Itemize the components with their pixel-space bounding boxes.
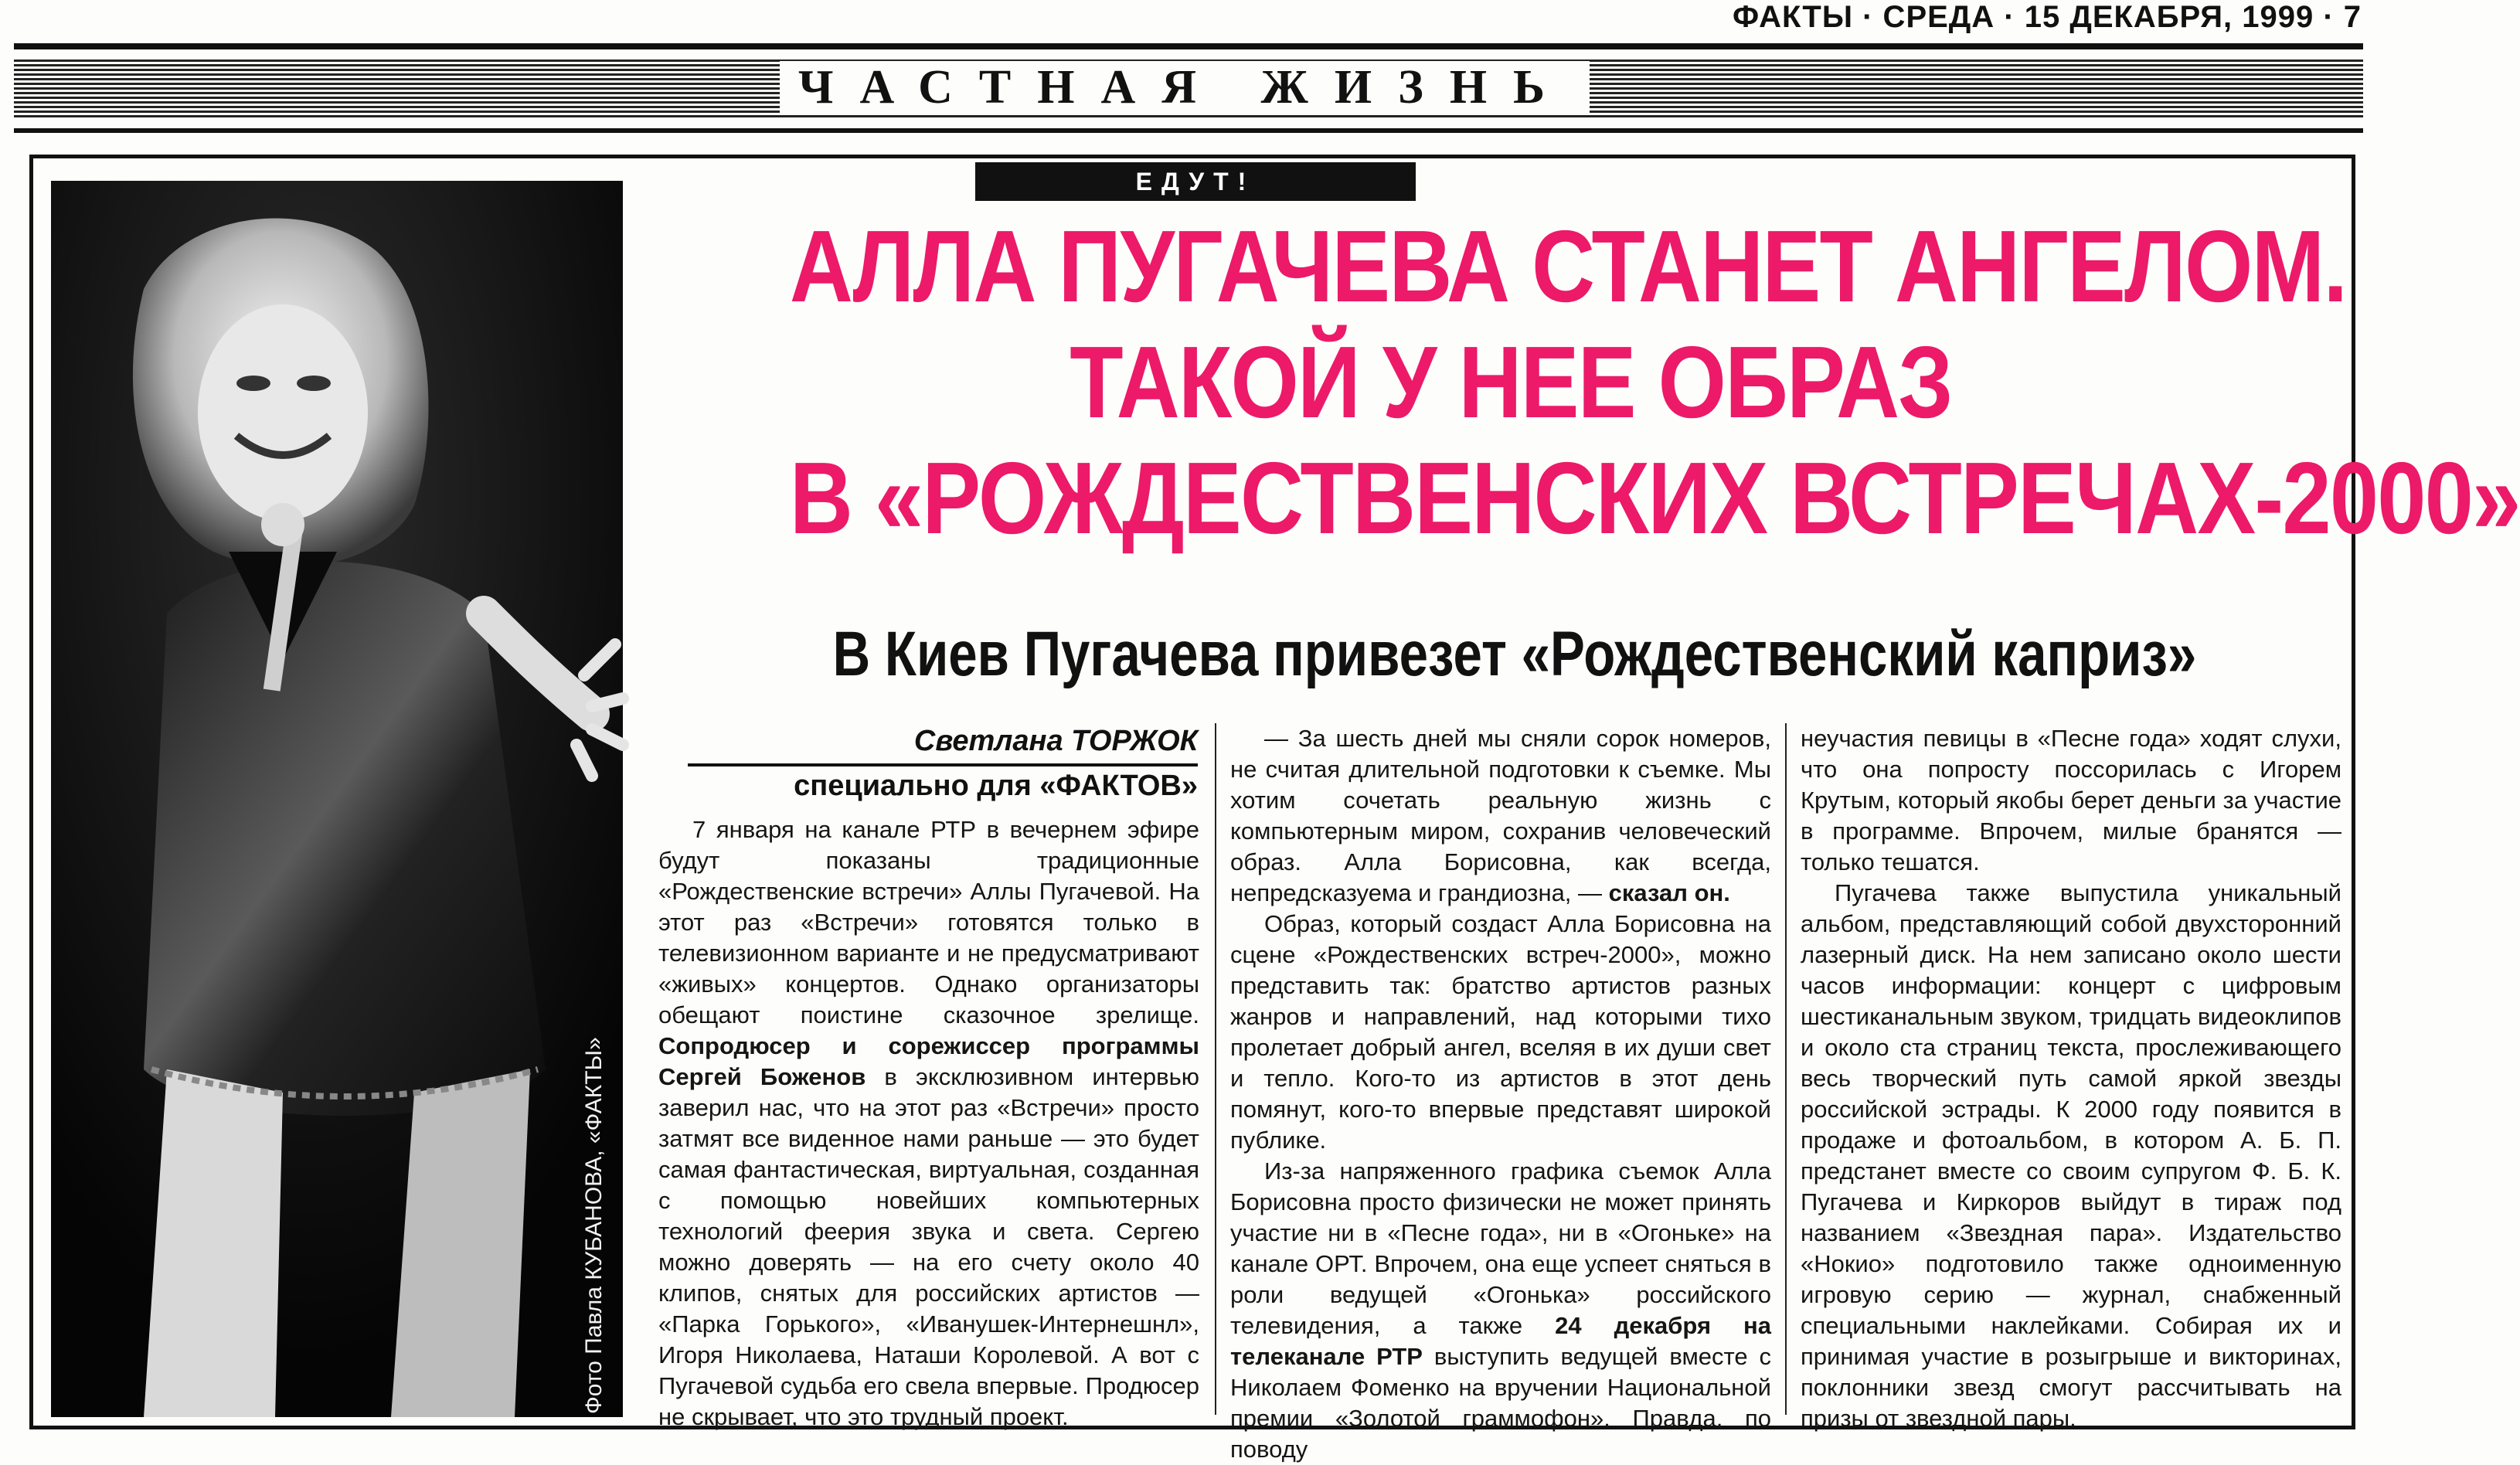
- paragraph-text: Из-за напряженного графика съемок Алла Борисовна просто физически не может принять участие ни в «Песне года», ни в «Огоньке» на канале ОРТ. Впрочем, она еще успеет сняться в роли ведущей «Огонька» российского телевидения, а также: [1230, 1157, 1771, 1339]
- section-under-rule: [14, 128, 2363, 133]
- paragraph-text: выступить ведущей вместе с Николаем Фоменко на вручении Национальной премии «Золотой граммофон». Правда, по поводу: [1230, 1343, 1772, 1463]
- article-paragraph: [1230, 723, 1771, 909]
- byline-rule: [688, 763, 1198, 766]
- byline-special: специально для «ФАКТОВ»: [794, 770, 1198, 802]
- byline-author: Светлана ТОРЖОК: [913, 725, 1198, 757]
- article-column-3: [1801, 723, 2342, 1432]
- article-column-2: [1230, 723, 1772, 1463]
- column-divider: [1215, 723, 1216, 1415]
- article-paragraph: [1230, 1156, 1771, 1465]
- paragraph-text: — За шесть дней мы сняли сорок номеров, не считая длительной подготовки к съемке. Мы хотим сочетать реальную жизнь с компьютерным миром, сохранив человеческий образ. Алла Борисовна, как всегда, непредсказуема и грандиозна, —: [1230, 725, 1771, 906]
- singer-photo: [51, 181, 623, 1417]
- paragraph-bold-text: 24 декабря на телеканале РТР: [1230, 1312, 1771, 1370]
- headline-line-2: ТАКОЙ У НЕЕ ОБРАЗ: [1070, 325, 1952, 439]
- headline-line-1: АЛЛА ПУГАЧЕВА СТАНЕТ АНГЕЛОМ.: [789, 209, 2347, 323]
- article-paragraph: Образ, который создаст Алла Борисовна на сцене «Рождественских встреч-2000», можно представить так: братство артистов разных жанров и направлений, над которыми тихо пролетает добрый ангел, вселяя в их души свет и тепло. Кого-то из артистов в этот день помянут, кого-то впервые представят широкой публике.: [1230, 910, 1771, 1154]
- article-paragraph: [658, 814, 1199, 1433]
- kicker-label: ЕДУТ!: [975, 162, 1416, 201]
- masthead-date-line: ФАКТЫ · СРЕДА · 15 ДЕКАБРЯ, 1999 · 7: [1732, 0, 2362, 34]
- headline-line-3: В «РОЖДЕСТВЕНСКИХ ВСТРЕЧАХ-2000»: [789, 441, 2520, 555]
- headline: [789, 209, 2520, 556]
- article-paragraph: неучастия певицы в «Песне года» ходят слухи, что она попросту поссорилась с Игорем Крутым, который якобы берет деньги за участие в программе. Впрочем, милые бранятся — только тешатся.: [1801, 725, 2341, 875]
- paragraph-bold-text: сказал он.: [1608, 879, 1730, 906]
- section-title: [0, 60, 2369, 115]
- top-rule: [14, 43, 2363, 49]
- singer-photo-illustration: [51, 181, 623, 1417]
- subheadline: В Киев Пугачева привезет «Рождественский каприз»: [832, 619, 2197, 689]
- article-column-1: [658, 814, 1199, 1430]
- photo-credit: Фото Павла КУБАНОВА, «ФАКТЫ»: [581, 1037, 607, 1414]
- article-paragraph: Пугачева также выпустила уникальный альбом, представляющий собой двухсторонний лазерный диск. На нем записано около шести часов информации: концерт с цифровым шестиканальным звуком, тридцать видеоклипов и около ста страниц текста, прослеживающего весь творческий путь самой яркой звезды российской эстрады. К 2000 году появится в продаже и фотоальбом, в котором А. Б. П. предстанет вместе со своим супругом Ф. Б. К. Пугачева и Киркоров выйдут в тираж под названием «Звездная пара». Издательство «Нокио» подготовило также одноименную игровую серию — журнал, снабженный специальными наклейками. Собирая их и принимая участие в розыгрыше и викторинах, поклонники звезд смогут рассчитывать на призы от звездной пары.: [1801, 879, 2342, 1432]
- column-divider: [1785, 723, 1787, 1415]
- paragraph-text: в эксклюзивном интервью заверил нас, что на этот раз «Встречи» просто затмят все виденное нами раньше — это будет самая фантастическая, виртуальная, созданная с помощью новейших компьютерных технологий феерия звука и света. Сергею можно доверять — на его счету около 40 клипов, снятых для российских артистов — «Парка Горького», «Иванушек-Интернешнл», Игоря Николаева, Наташи Королевой. А вот с Пугачевой судьба его свела впервые. Продюсер не скрывает, что это трудный проект.: [658, 1063, 1199, 1430]
- section-title-text: ЧАСТНАЯ ЖИЗНЬ: [780, 61, 1590, 114]
- paragraph-bold-text: Сопродюсер и сорежиссер программы Сергей Боженов: [658, 1032, 1199, 1090]
- paragraph-text: 7 января на канале РТР в вечернем эфире будут показаны традиционные «Рождественские встречи» Аллы Пугачевой. На этот раз «Встречи» готовятся только в телевизионном варианте и не предусматривают «живых» концертов. Однако организаторы обещают поистине сказочное зрелище.: [658, 816, 1199, 1028]
